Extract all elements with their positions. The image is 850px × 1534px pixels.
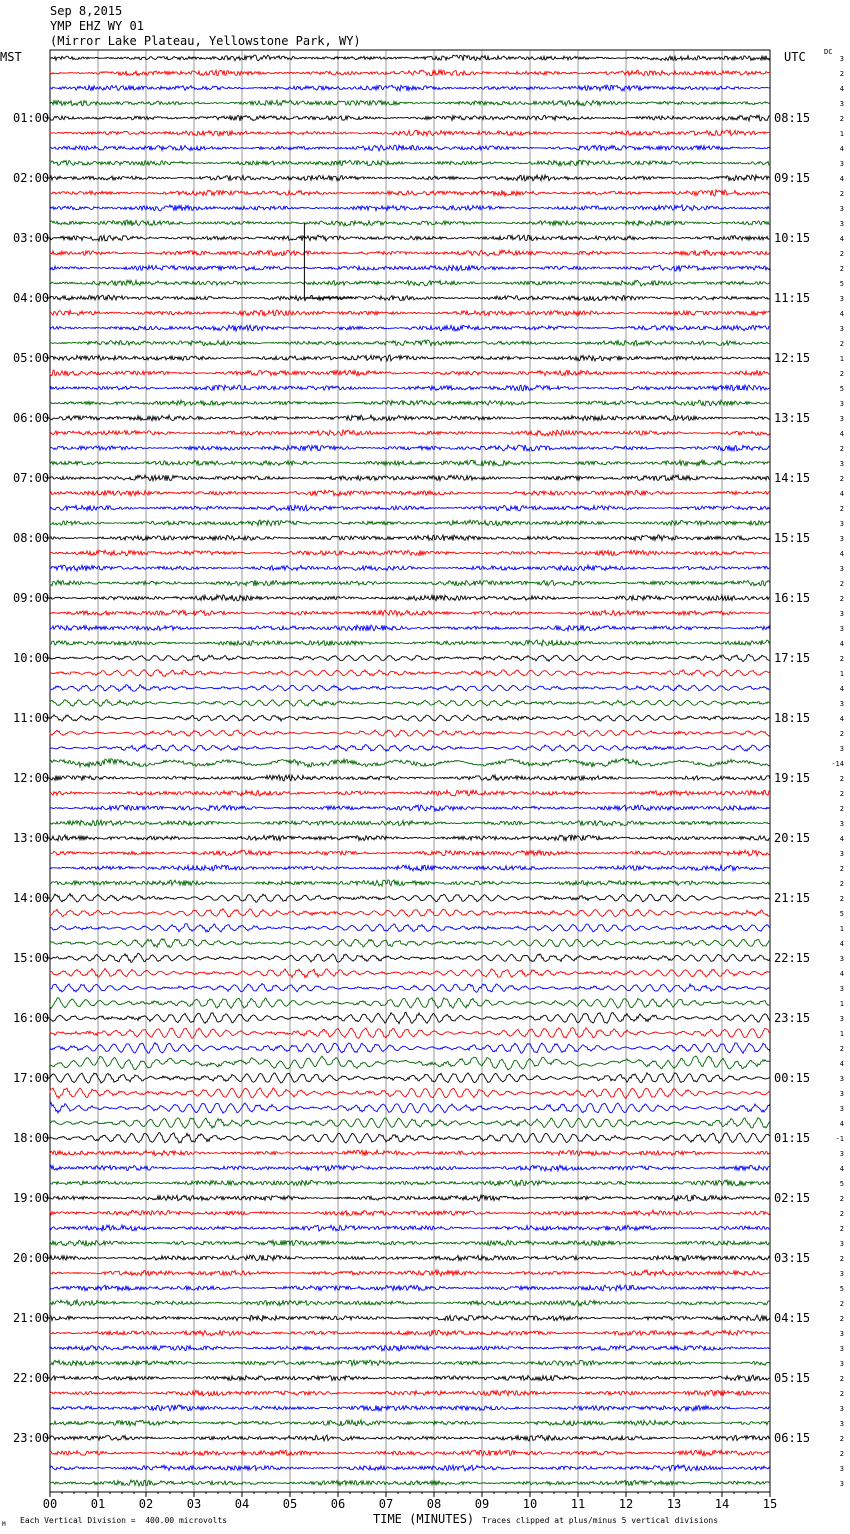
utc-hour-label: 14:15 bbox=[774, 471, 811, 485]
seismic-trace bbox=[50, 310, 770, 316]
dc-offset-label: 2 bbox=[839, 265, 844, 273]
mst-hour-label: 22:00 bbox=[13, 1371, 50, 1385]
utc-axis-title: UTC bbox=[784, 50, 806, 64]
seismic-trace bbox=[50, 1270, 770, 1276]
station-code: YMP EHZ WY 01 bbox=[50, 19, 144, 33]
mst-hour-label: 17:00 bbox=[13, 1071, 50, 1085]
dc-offset-label: 2 bbox=[839, 1390, 844, 1398]
seismic-trace bbox=[50, 640, 770, 646]
seismic-trace bbox=[50, 595, 770, 601]
mst-hour-label: 19:00 bbox=[13, 1191, 50, 1205]
dc-offset-label: 2 bbox=[839, 1375, 844, 1383]
mst-hour-label: 13:00 bbox=[13, 831, 50, 845]
x-tick-label: 11 bbox=[570, 1497, 586, 1511]
seismic-trace bbox=[50, 1435, 770, 1441]
seismic-trace bbox=[50, 385, 770, 391]
seismic-trace bbox=[50, 520, 770, 526]
seismic-trace bbox=[50, 984, 770, 993]
x-tick-label: 12 bbox=[618, 1497, 634, 1511]
seismic-trace bbox=[50, 655, 770, 662]
seismic-trace bbox=[50, 1195, 770, 1201]
dc-offset-label: 5 bbox=[839, 1285, 844, 1293]
event-step-marker bbox=[304, 223, 352, 298]
seismic-trace bbox=[50, 699, 770, 706]
x-axis-title: TIME (MINUTES) bbox=[373, 1512, 475, 1526]
dc-offset-label: 5 bbox=[839, 1180, 844, 1188]
seismic-trace bbox=[50, 1465, 770, 1471]
seismic-trace bbox=[50, 1012, 770, 1023]
seismic-trace bbox=[50, 220, 770, 226]
seismic-trace bbox=[50, 190, 770, 196]
dc-offset-label: 3 bbox=[839, 295, 844, 303]
dc-offset-label: 2 bbox=[839, 1255, 844, 1263]
dc-offset-label: 3 bbox=[839, 1480, 844, 1488]
seismic-trace bbox=[50, 235, 770, 241]
dc-offset-label: 3 bbox=[839, 745, 844, 753]
mst-hour-label: 10:00 bbox=[13, 651, 50, 665]
dc-offset-label: 2 bbox=[839, 595, 844, 603]
seismic-trace bbox=[50, 1073, 770, 1083]
seismic-trace bbox=[50, 1088, 770, 1099]
utc-hour-label: 06:15 bbox=[774, 1431, 811, 1445]
dc-offset-label: -1 bbox=[835, 1135, 844, 1143]
dc-offset-label: 1 bbox=[839, 1030, 844, 1038]
dc-offset-label: 2 bbox=[839, 250, 844, 258]
seismic-trace bbox=[50, 953, 770, 962]
utc-hour-label: 10:15 bbox=[774, 231, 811, 245]
seismic-trace bbox=[50, 835, 770, 841]
mst-hour-label: 02:00 bbox=[13, 171, 50, 185]
seismic-trace bbox=[50, 280, 770, 286]
utc-hour-label: 02:15 bbox=[774, 1191, 811, 1205]
mst-hour-label: 01:00 bbox=[13, 111, 50, 125]
dc-offset-label: 3 bbox=[839, 460, 844, 468]
dc-offset-label: 4 bbox=[839, 1060, 844, 1068]
seismic-trace bbox=[50, 265, 770, 271]
dc-offset-label: 3 bbox=[839, 1405, 844, 1413]
x-tick-label: 13 bbox=[666, 1497, 682, 1511]
utc-hour-label: 15:15 bbox=[774, 531, 811, 545]
utc-hour-label: 23:15 bbox=[774, 1011, 811, 1025]
seismic-trace bbox=[50, 880, 770, 886]
mst-hour-label: 06:00 bbox=[13, 411, 50, 425]
seismic-trace bbox=[50, 805, 770, 811]
dc-offset-label: 3 bbox=[839, 1240, 844, 1248]
dc-offset-label: 3 bbox=[839, 820, 844, 828]
seismic-trace bbox=[50, 160, 770, 166]
dc-offset-label: 3 bbox=[839, 850, 844, 858]
dc-offset-label: 2 bbox=[839, 790, 844, 798]
dc-offset-label: 3 bbox=[839, 1015, 844, 1023]
seismic-trace bbox=[50, 1133, 770, 1144]
dc-offset-label: 2 bbox=[839, 775, 844, 783]
scale-note: Each Vertical Division = 400.00 microvolts bbox=[20, 1516, 228, 1525]
dc-offset-label: 3 bbox=[839, 1075, 844, 1083]
seismic-trace bbox=[50, 715, 770, 721]
dc-offset-label: 5 bbox=[839, 385, 844, 393]
seismic-trace bbox=[50, 865, 770, 871]
seismic-trace bbox=[50, 1390, 770, 1396]
mst-hour-label: 08:00 bbox=[13, 531, 50, 545]
dc-offset-label: 3 bbox=[839, 400, 844, 408]
dc-offset-label: 4 bbox=[839, 940, 844, 948]
dc-offset-label: 4 bbox=[839, 430, 844, 438]
dc-offset-label: 4 bbox=[839, 85, 844, 93]
dc-offset-label: 5 bbox=[839, 910, 844, 918]
seismic-trace bbox=[50, 505, 770, 511]
seismic-trace bbox=[50, 1480, 770, 1486]
seismic-trace bbox=[50, 325, 770, 331]
dc-offset-label: 4 bbox=[839, 715, 844, 723]
seismic-trace bbox=[50, 775, 770, 781]
seismic-trace bbox=[50, 115, 770, 121]
dc-offset-label: -14 bbox=[831, 760, 844, 768]
dc-offset-label: 2 bbox=[839, 445, 844, 453]
seismic-trace bbox=[50, 1118, 770, 1129]
dc-offset-label: 2 bbox=[839, 1435, 844, 1443]
seismic-trace bbox=[50, 1056, 770, 1070]
dc-offset-label: 3 bbox=[839, 1345, 844, 1353]
seismic-trace bbox=[50, 460, 770, 466]
plot-date: Sep 8,2015 bbox=[50, 4, 123, 18]
mst-hour-label: 21:00 bbox=[13, 1311, 50, 1325]
mst-hour-label: 20:00 bbox=[13, 1251, 50, 1265]
dc-offset-label: 2 bbox=[839, 805, 844, 813]
dc-offset-label: 3 bbox=[839, 520, 844, 528]
dc-offset-label: 1 bbox=[839, 925, 844, 933]
mst-hour-label: 12:00 bbox=[13, 771, 50, 785]
dc-offset-label: 2 bbox=[839, 340, 844, 348]
utc-hour-label: 09:15 bbox=[774, 171, 811, 185]
seismic-trace bbox=[50, 758, 770, 767]
seismic-trace bbox=[50, 1043, 770, 1054]
dc-offset-label: 4 bbox=[839, 310, 844, 318]
dc-offset-label: 1 bbox=[839, 130, 844, 138]
seismic-trace bbox=[50, 370, 770, 376]
seismic-trace bbox=[50, 205, 770, 211]
dc-offset-label: 2 bbox=[839, 1045, 844, 1053]
dc-offset-label: 4 bbox=[839, 685, 844, 693]
seismic-trace bbox=[50, 490, 770, 496]
mst-hour-label: 11:00 bbox=[13, 711, 50, 725]
seismic-trace bbox=[50, 295, 770, 301]
clip-note: Traces clipped at plus/minus 5 vertical divisions bbox=[482, 1516, 719, 1525]
utc-hour-label: 21:15 bbox=[774, 891, 811, 905]
dc-offset-label: 2 bbox=[839, 475, 844, 483]
dc-offset-label: 3 bbox=[839, 610, 844, 618]
utc-hour-label: 04:15 bbox=[774, 1311, 811, 1325]
seismic-trace bbox=[50, 100, 770, 105]
dc-offset-label: 3 bbox=[839, 985, 844, 993]
x-tick-label: 02 bbox=[138, 1497, 154, 1511]
station-location: (Mirror Lake Plateau, Yellowstone Park, WY) bbox=[50, 34, 361, 48]
seismic-trace bbox=[50, 1240, 770, 1246]
dc-offset-label: 2 bbox=[839, 1315, 844, 1323]
seismic-trace bbox=[50, 939, 770, 948]
seismic-trace bbox=[50, 1150, 770, 1156]
dc-offset-label: 4 bbox=[839, 1120, 844, 1128]
x-tick-label: 09 bbox=[474, 1497, 490, 1511]
seismic-trace bbox=[50, 1420, 770, 1426]
seismic-trace bbox=[50, 175, 770, 181]
dc-offset-label: 3 bbox=[839, 220, 844, 228]
dc-offset-label: 3 bbox=[839, 1090, 844, 1098]
dc-offset-label: 4 bbox=[839, 175, 844, 183]
dc-offset-label: 3 bbox=[839, 955, 844, 963]
mst-hour-label: 15:00 bbox=[13, 951, 50, 965]
x-tick-label: 04 bbox=[234, 1497, 250, 1511]
seismic-trace bbox=[50, 1285, 770, 1291]
dc-offset-label: 3 bbox=[839, 700, 844, 708]
dc-offset-label: 5 bbox=[839, 280, 844, 288]
utc-hour-label: 05:15 bbox=[774, 1371, 811, 1385]
dc-offset-label: 1 bbox=[839, 670, 844, 678]
seismic-trace bbox=[50, 1103, 770, 1114]
seismic-trace bbox=[50, 430, 770, 436]
mst-hour-label: 14:00 bbox=[13, 891, 50, 905]
dc-offset-label: 2 bbox=[839, 730, 844, 738]
dc-offset-label: 4 bbox=[839, 1165, 844, 1173]
utc-hour-label: 13:15 bbox=[774, 411, 811, 425]
seismic-trace bbox=[50, 1345, 770, 1351]
dc-offset-label: 2 bbox=[839, 895, 844, 903]
seismic-trace bbox=[50, 1255, 770, 1261]
seismic-trace bbox=[50, 1028, 770, 1039]
dc-offset-label: 3 bbox=[839, 1465, 844, 1473]
dc-offset-label: 3 bbox=[839, 1330, 844, 1338]
mst-hour-label: 16:00 bbox=[13, 1011, 50, 1025]
seismic-trace bbox=[50, 1165, 770, 1171]
dc-offset-label: 4 bbox=[839, 145, 844, 153]
seismic-trace bbox=[50, 355, 770, 361]
dc-offset-label: 3 bbox=[839, 55, 844, 63]
seismic-trace bbox=[50, 55, 770, 61]
seismic-trace bbox=[50, 535, 770, 541]
seismic-trace bbox=[50, 790, 770, 796]
seismic-trace bbox=[50, 565, 770, 571]
x-tick-label: 15 bbox=[762, 1497, 778, 1511]
x-tick-label: 14 bbox=[714, 1497, 730, 1511]
seismic-trace bbox=[50, 415, 770, 421]
seismic-trace bbox=[50, 130, 770, 136]
seismic-trace bbox=[50, 1450, 770, 1456]
seismic-trace bbox=[50, 894, 770, 903]
dc-offset-label: 4 bbox=[839, 835, 844, 843]
seismic-trace bbox=[50, 820, 770, 826]
dc-offset-label: 2 bbox=[839, 115, 844, 123]
utc-hour-label: 16:15 bbox=[774, 591, 811, 605]
dc-column-title: DC bbox=[824, 48, 833, 56]
dc-offset-label: 3 bbox=[839, 625, 844, 633]
seismic-trace bbox=[50, 1375, 770, 1381]
x-tick-label: 06 bbox=[330, 1497, 346, 1511]
dc-offset-label: 2 bbox=[839, 1225, 844, 1233]
mst-hour-label: 18:00 bbox=[13, 1131, 50, 1145]
seismic-trace bbox=[50, 1330, 770, 1336]
mst-hour-label: 23:00 bbox=[13, 1431, 50, 1445]
seismic-trace bbox=[50, 580, 770, 586]
x-tick-label: 05 bbox=[282, 1497, 298, 1511]
mst-axis-title: MST bbox=[0, 50, 22, 64]
dc-offset-label: 3 bbox=[839, 415, 844, 423]
dc-offset-label: 3 bbox=[839, 325, 844, 333]
utc-hour-label: 17:15 bbox=[774, 651, 811, 665]
mst-hour-label: 05:00 bbox=[13, 351, 50, 365]
dc-offset-label: 3 bbox=[839, 535, 844, 543]
utc-hour-label: 12:15 bbox=[774, 351, 811, 365]
mst-hour-label: 04:00 bbox=[13, 291, 50, 305]
seismic-trace bbox=[50, 445, 770, 451]
seismic-trace bbox=[50, 1300, 770, 1306]
dc-offset-label: 3 bbox=[839, 1360, 844, 1368]
mst-hour-label: 09:00 bbox=[13, 591, 50, 605]
dc-offset-label: 4 bbox=[839, 490, 844, 498]
utc-hour-label: 22:15 bbox=[774, 951, 811, 965]
dc-offset-label: 1 bbox=[839, 1000, 844, 1008]
seismic-trace bbox=[50, 909, 770, 917]
seismic-trace bbox=[50, 1225, 770, 1231]
seismic-trace bbox=[50, 610, 770, 616]
x-tick-label: 00 bbox=[42, 1497, 58, 1511]
x-tick-label: 08 bbox=[426, 1497, 442, 1511]
dc-offset-label: 3 bbox=[839, 1105, 844, 1113]
dc-offset-label: 2 bbox=[839, 505, 844, 513]
seismic-trace bbox=[50, 1315, 770, 1321]
dc-offset-label: 3 bbox=[839, 1150, 844, 1158]
seismic-trace bbox=[50, 685, 770, 692]
seismic-trace bbox=[50, 1210, 770, 1216]
seismic-trace bbox=[50, 625, 770, 631]
utc-hour-label: 19:15 bbox=[774, 771, 811, 785]
seismic-trace bbox=[50, 730, 770, 736]
seismic-trace bbox=[50, 550, 770, 556]
seismic-trace bbox=[50, 670, 770, 677]
seismic-trace bbox=[50, 475, 770, 481]
dc-offset-label: 3 bbox=[839, 1270, 844, 1278]
seismic-trace bbox=[50, 1180, 770, 1186]
seismic-trace bbox=[50, 85, 770, 91]
dc-offset-label: 2 bbox=[839, 655, 844, 663]
utc-hour-label: 08:15 bbox=[774, 111, 811, 125]
dc-offset-label: 2 bbox=[839, 880, 844, 888]
seismic-trace bbox=[50, 850, 770, 856]
utc-hour-label: 18:15 bbox=[774, 711, 811, 725]
dc-offset-label: 2 bbox=[839, 1450, 844, 1458]
seismic-trace bbox=[50, 250, 770, 256]
dc-offset-label: 4 bbox=[839, 550, 844, 558]
dc-offset-label: 1 bbox=[839, 355, 844, 363]
dc-offset-label: 3 bbox=[839, 100, 844, 108]
utc-hour-label: 03:15 bbox=[774, 1251, 811, 1265]
seismic-trace bbox=[50, 745, 770, 752]
dc-offset-label: 2 bbox=[839, 580, 844, 588]
dc-offset-label: 3 bbox=[839, 565, 844, 573]
utc-hour-label: 01:15 bbox=[774, 1131, 811, 1145]
dc-offset-label: 4 bbox=[839, 640, 844, 648]
dc-offset-label: 3 bbox=[839, 160, 844, 168]
mst-hour-label: 03:00 bbox=[13, 231, 50, 245]
dc-offset-label: 2 bbox=[839, 865, 844, 873]
x-tick-label: 10 bbox=[522, 1497, 538, 1511]
dc-offset-label: 4 bbox=[839, 235, 844, 243]
x-tick-label: 01 bbox=[90, 1497, 106, 1511]
seismic-trace bbox=[50, 1405, 770, 1411]
seismic-trace bbox=[50, 70, 770, 76]
dc-offset-label: 2 bbox=[839, 1300, 844, 1308]
dc-offset-label: 2 bbox=[839, 190, 844, 198]
dc-offset-label: 3 bbox=[839, 205, 844, 213]
seismic-trace bbox=[50, 145, 770, 151]
dc-offset-label: 2 bbox=[839, 1195, 844, 1203]
seismic-trace bbox=[50, 969, 770, 978]
x-tick-label: 07 bbox=[378, 1497, 394, 1511]
seismic-trace bbox=[50, 1360, 770, 1366]
footer-mark: M bbox=[2, 1521, 6, 1528]
dc-offset-label: 2 bbox=[839, 70, 844, 78]
seismic-trace bbox=[50, 340, 770, 346]
plot-frame bbox=[50, 50, 770, 1492]
x-tick-label: 03 bbox=[186, 1497, 202, 1511]
dc-offset-label: 2 bbox=[839, 370, 844, 378]
dc-offset-label: 3 bbox=[839, 1420, 844, 1428]
dc-offset-label: 2 bbox=[839, 1210, 844, 1218]
dc-offset-label: 4 bbox=[839, 970, 844, 978]
seismic-trace bbox=[50, 924, 770, 932]
mst-hour-label: 07:00 bbox=[13, 471, 50, 485]
utc-hour-label: 11:15 bbox=[774, 291, 811, 305]
utc-hour-label: 00:15 bbox=[774, 1071, 811, 1085]
utc-hour-label: 20:15 bbox=[774, 831, 811, 845]
seismic-trace bbox=[50, 400, 770, 406]
seismic-trace bbox=[50, 998, 770, 1009]
